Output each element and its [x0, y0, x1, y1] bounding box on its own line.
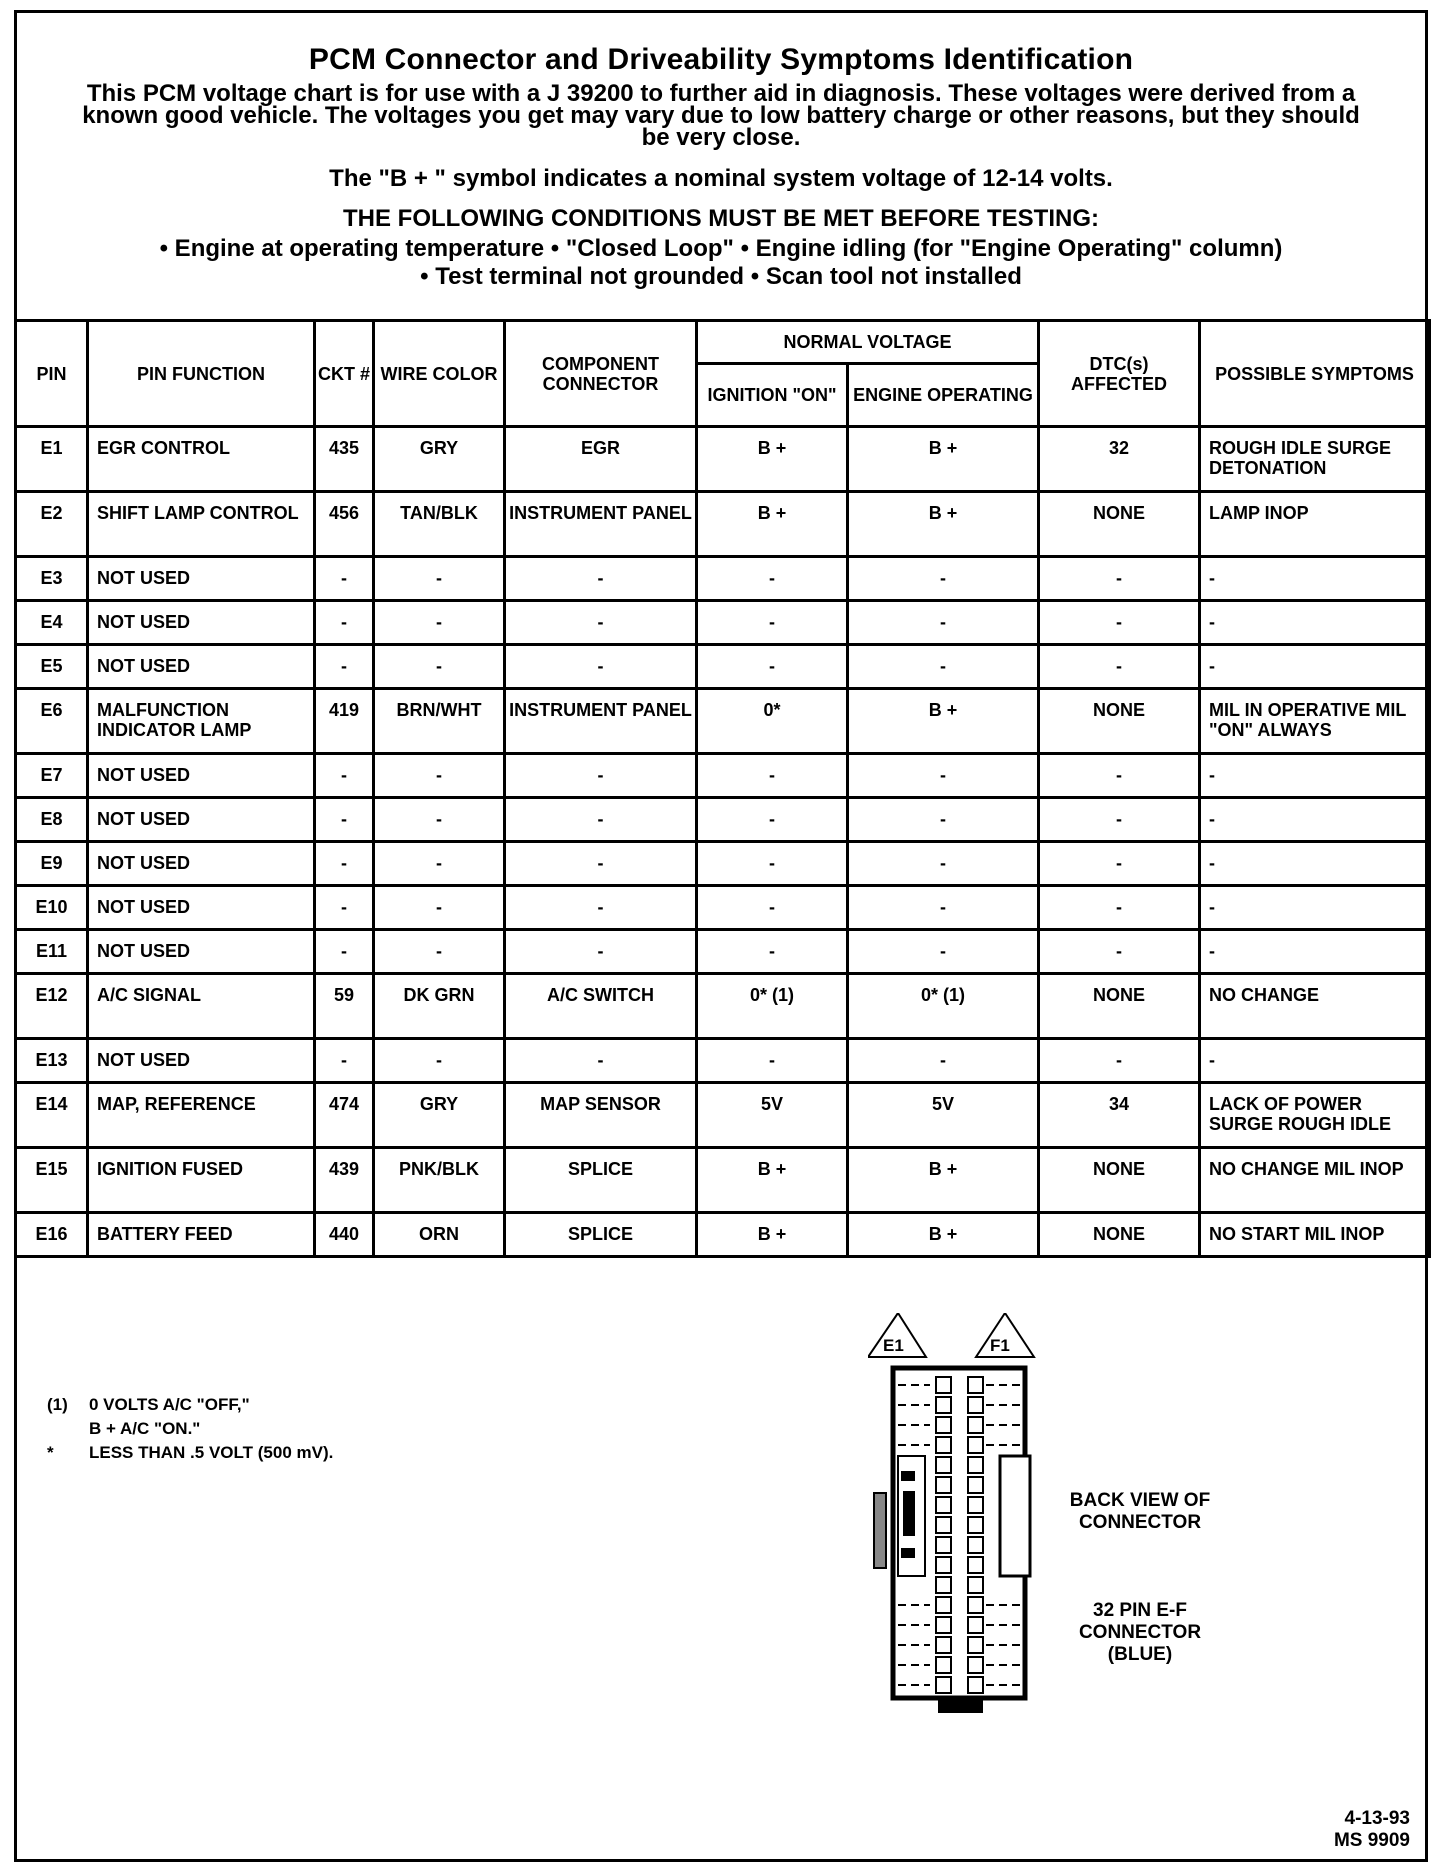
- cell-wire: GRY: [374, 1083, 505, 1148]
- pin-cavity: [936, 1657, 951, 1673]
- header-pin: PIN: [16, 321, 88, 427]
- cell-dtc: 34: [1039, 1083, 1200, 1148]
- cell-component: -: [505, 557, 697, 601]
- table-row: [16, 842, 1430, 886]
- pin-cavity: [968, 1537, 983, 1553]
- pin-cavity: [936, 1637, 951, 1653]
- cell-dtc: NONE: [1039, 492, 1200, 557]
- cell-symptoms: -: [1200, 930, 1430, 974]
- cell-eng: B +: [848, 1148, 1039, 1213]
- cell-wire: TAN/BLK: [374, 492, 505, 557]
- cell-ckt: -: [315, 754, 374, 798]
- conditions-line: • Test terminal not grounded • Scan tool not installed: [420, 263, 1022, 290]
- header-symptoms: POSSIBLE SYMPTOMS: [1200, 321, 1430, 427]
- cell-component: INSTRUMENT PANEL: [505, 689, 697, 754]
- cell-dtc: -: [1039, 1039, 1200, 1083]
- cell-wire: -: [374, 930, 505, 974]
- header-wire-color: WIRE COLOR: [374, 321, 505, 427]
- footnotes: [47, 1393, 333, 1465]
- cell-component: A/C SWITCH: [505, 974, 697, 1039]
- cell-eng: -: [848, 754, 1039, 798]
- cell-ign: -: [697, 645, 848, 689]
- cell-pin: E9: [16, 842, 88, 886]
- cell-symptoms: -: [1200, 798, 1430, 842]
- cell-function: BATTERY FEED: [88, 1213, 315, 1257]
- cell-ckt: -: [315, 557, 374, 601]
- cell-component: EGR: [505, 427, 697, 492]
- cell-wire: GRY: [374, 427, 505, 492]
- cell-ign: B +: [697, 1213, 848, 1257]
- pin-cavity: [936, 1577, 951, 1593]
- pin-cavity: [968, 1517, 983, 1533]
- cell-symptoms: NO CHANGE: [1200, 974, 1430, 1039]
- page-title: PCM Connector and Driveability Symptoms Identification: [308, 43, 1134, 76]
- cell-symptoms: -: [1200, 645, 1430, 689]
- cell-ign: -: [697, 842, 848, 886]
- document-date: 4-13-93: [1344, 1808, 1410, 1829]
- conditions-line: • Engine at operating temperature • "Closed Loop" • Engine idling (for "Engine Operating" column): [159, 235, 1283, 262]
- intro-text: This PCM voltage chart is for use with a J 39200 to further aid in diagnosis. These voltages were derived from a known good vehicle. The voltages you get may vary due to low battery charge or other reasons, but they should be very close.: [82, 80, 1360, 151]
- pin-cavity: [968, 1497, 983, 1513]
- cell-function: NOT USED: [88, 1039, 315, 1083]
- cell-dtc: NONE: [1039, 1213, 1200, 1257]
- connector-diagram: [868, 1313, 1068, 1723]
- cell-ckt: 456: [315, 492, 374, 557]
- cell-symptoms: MIL IN OPERATIVE MIL "ON" ALWAYS: [1200, 689, 1430, 754]
- pin-cavity: [936, 1397, 951, 1413]
- pin-cavity: [968, 1677, 983, 1693]
- cell-component: -: [505, 798, 697, 842]
- cell-dtc: NONE: [1039, 974, 1200, 1039]
- cell-ign: -: [697, 754, 848, 798]
- pin-cavity: [936, 1537, 951, 1553]
- cell-function: NOT USED: [88, 557, 315, 601]
- cell-pin: E13: [16, 1039, 88, 1083]
- cell-eng: -: [848, 645, 1039, 689]
- footnote-text: LESS THAN .5 VOLT (500 mV).: [89, 1443, 334, 1462]
- cell-eng: B +: [848, 689, 1039, 754]
- footnote-text: B + A/C "ON.": [89, 1419, 201, 1438]
- cell-eng: -: [848, 601, 1039, 645]
- pin-cavity: [936, 1477, 951, 1493]
- cell-pin: E5: [16, 645, 88, 689]
- cell-function: NOT USED: [88, 601, 315, 645]
- cell-wire: -: [374, 1039, 505, 1083]
- cell-pin: E14: [16, 1083, 88, 1148]
- cell-ign: 5V: [697, 1083, 848, 1148]
- cell-dtc: NONE: [1039, 689, 1200, 754]
- cell-ckt: -: [315, 645, 374, 689]
- cell-wire: DK GRN: [374, 974, 505, 1039]
- cell-eng: B +: [848, 492, 1039, 557]
- cell-ign: -: [697, 930, 848, 974]
- cell-eng: B +: [848, 427, 1039, 492]
- cell-ign: B +: [697, 492, 848, 557]
- table-row: [16, 1213, 1430, 1257]
- cell-ckt: 419: [315, 689, 374, 754]
- cell-wire: BRN/WHT: [374, 689, 505, 754]
- header-pin-function: PIN FUNCTION: [88, 321, 315, 427]
- pin-cavity: [968, 1637, 983, 1653]
- cell-pin: E16: [16, 1213, 88, 1257]
- footnote-mark: (1): [47, 1395, 68, 1414]
- cell-symptoms: -: [1200, 1039, 1430, 1083]
- pin-cavity: [968, 1457, 983, 1473]
- footnote-text: 0 VOLTS A/C "OFF,": [89, 1395, 250, 1414]
- header-normal-voltage: NORMAL VOLTAGE: [697, 321, 1039, 364]
- cell-ckt: 474: [315, 1083, 374, 1148]
- document-date-id: [1334, 1808, 1410, 1852]
- pin-cavity: [936, 1377, 951, 1393]
- cell-symptoms: -: [1200, 557, 1430, 601]
- cell-pin: E7: [16, 754, 88, 798]
- cell-eng: -: [848, 798, 1039, 842]
- cell-wire: -: [374, 557, 505, 601]
- table-row: [16, 798, 1430, 842]
- cell-component: -: [505, 754, 697, 798]
- cell-function: MAP, REFERENCE: [88, 1083, 315, 1148]
- pin-cavity: [968, 1397, 983, 1413]
- conditions-heading: THE FOLLOWING CONDITIONS MUST BE MET BEFORE TESTING:: [343, 205, 1099, 232]
- cell-component: -: [505, 645, 697, 689]
- footnote-mark: [47, 1417, 89, 1441]
- cell-pin: E12: [16, 974, 88, 1039]
- header-dtc: DTC(s) AFFECTED: [1039, 321, 1200, 427]
- cell-symptoms: -: [1200, 886, 1430, 930]
- cell-wire: -: [374, 842, 505, 886]
- cell-ckt: -: [315, 1039, 374, 1083]
- cell-pin: E10: [16, 886, 88, 930]
- table-row: [16, 689, 1430, 754]
- header-engine-operating: ENGINE OPERATING: [848, 364, 1039, 427]
- cell-wire: -: [374, 754, 505, 798]
- cell-wire: PNK/BLK: [374, 1148, 505, 1213]
- cell-symptoms: -: [1200, 754, 1430, 798]
- cell-pin: E6: [16, 689, 88, 754]
- table-row: [16, 886, 1430, 930]
- cell-eng: -: [848, 842, 1039, 886]
- cell-ckt: 440: [315, 1213, 374, 1257]
- cell-symptoms: ROUGH IDLE SURGE DETONATION: [1200, 427, 1430, 492]
- table-row: [16, 601, 1430, 645]
- cell-function: NOT USED: [88, 842, 315, 886]
- connector-view-label: BACK VIEW OF CONNECTOR: [1069, 1490, 1211, 1533]
- cell-ign: B +: [697, 427, 848, 492]
- cell-ign: -: [697, 886, 848, 930]
- cell-component: MAP SENSOR: [505, 1083, 697, 1148]
- cell-function: NOT USED: [88, 930, 315, 974]
- cell-component: INSTRUMENT PANEL: [505, 492, 697, 557]
- cell-function: NOT USED: [88, 754, 315, 798]
- table-row: [16, 427, 1430, 492]
- e1-label: E1: [883, 1336, 904, 1355]
- cell-symptoms: LAMP INOP: [1200, 492, 1430, 557]
- cell-pin: E3: [16, 557, 88, 601]
- pin-cavity: [968, 1597, 983, 1613]
- cell-component: SPLICE: [505, 1148, 697, 1213]
- cell-ckt: -: [315, 842, 374, 886]
- cell-dtc: NONE: [1039, 1148, 1200, 1213]
- cell-wire: -: [374, 886, 505, 930]
- cell-dtc: -: [1039, 557, 1200, 601]
- table-row: [16, 754, 1430, 798]
- table-row: [16, 1083, 1430, 1148]
- cell-pin: E4: [16, 601, 88, 645]
- cell-function: SHIFT LAMP CONTROL: [88, 492, 315, 557]
- pin-cavity: [968, 1477, 983, 1493]
- cell-dtc: -: [1039, 842, 1200, 886]
- cell-eng: B +: [848, 1213, 1039, 1257]
- pin-cavity: [968, 1377, 983, 1393]
- table-row: [16, 1039, 1430, 1083]
- table-row: [16, 974, 1430, 1039]
- cell-ckt: 435: [315, 427, 374, 492]
- pin-cavity: [936, 1617, 951, 1633]
- footnote: [47, 1393, 333, 1417]
- cell-dtc: -: [1039, 886, 1200, 930]
- cell-component: -: [505, 842, 697, 886]
- cell-function: EGR CONTROL: [88, 427, 315, 492]
- cell-dtc: -: [1039, 930, 1200, 974]
- cell-eng: 5V: [848, 1083, 1039, 1148]
- cell-wire: -: [374, 601, 505, 645]
- cell-ign: 0* (1): [697, 974, 848, 1039]
- cell-pin: E2: [16, 492, 88, 557]
- pin-cavity: [936, 1557, 951, 1573]
- cell-ign: -: [697, 557, 848, 601]
- cell-eng: -: [848, 886, 1039, 930]
- cell-wire: -: [374, 798, 505, 842]
- cell-dtc: -: [1039, 754, 1200, 798]
- pin-cavity: [968, 1437, 983, 1453]
- connector-type-label: 32 PIN E-F CONNECTOR (BLUE): [1078, 1600, 1202, 1665]
- cell-ckt: -: [315, 930, 374, 974]
- pin-cavity: [968, 1417, 983, 1433]
- cell-function: NOT USED: [88, 645, 315, 689]
- cell-dtc: -: [1039, 798, 1200, 842]
- f1-label: F1: [990, 1336, 1010, 1355]
- cell-dtc: -: [1039, 601, 1200, 645]
- cell-pin: E1: [16, 427, 88, 492]
- table-row: [16, 930, 1430, 974]
- cell-pin: E11: [16, 930, 88, 974]
- table-row: [16, 492, 1430, 557]
- cell-symptoms: -: [1200, 842, 1430, 886]
- cell-component: SPLICE: [505, 1213, 697, 1257]
- pin-cavity: [936, 1517, 951, 1533]
- bplus-note: The "B + " symbol indicates a nominal system voltage of 12-14 volts.: [329, 165, 1113, 192]
- cell-component: -: [505, 930, 697, 974]
- cell-symptoms: -: [1200, 601, 1430, 645]
- header-ignition-on: IGNITION "ON": [697, 364, 848, 427]
- pin-cavity: [968, 1557, 983, 1573]
- cell-pin: E15: [16, 1148, 88, 1213]
- cell-component: -: [505, 1039, 697, 1083]
- footnote-mark: *: [47, 1443, 54, 1462]
- footnote: [47, 1417, 333, 1441]
- cell-ign: -: [697, 798, 848, 842]
- cell-ckt: -: [315, 601, 374, 645]
- table-row: [16, 557, 1430, 601]
- cell-dtc: -: [1039, 645, 1200, 689]
- cell-symptoms: NO START MIL INOP: [1200, 1213, 1430, 1257]
- cell-ckt: 439: [315, 1148, 374, 1213]
- document-frame: [14, 10, 1428, 1862]
- cell-function: A/C SIGNAL: [88, 974, 315, 1039]
- pin-cavity: [968, 1577, 983, 1593]
- cell-eng: -: [848, 930, 1039, 974]
- pin-cavity: [936, 1497, 951, 1513]
- cell-eng: -: [848, 1039, 1039, 1083]
- cell-ckt: -: [315, 798, 374, 842]
- pin-cavity: [936, 1597, 951, 1613]
- table-row: [16, 645, 1430, 689]
- cell-function: IGNITION FUSED: [88, 1148, 315, 1213]
- document-header: [17, 13, 1425, 319]
- footnote: [47, 1441, 333, 1465]
- cell-symptoms: LACK OF POWER SURGE ROUGH IDLE: [1200, 1083, 1430, 1148]
- cell-ckt: 59: [315, 974, 374, 1039]
- cell-function: NOT USED: [88, 798, 315, 842]
- header-component: COMPONENT CONNECTOR: [505, 321, 697, 427]
- cell-ign: -: [697, 1039, 848, 1083]
- cell-component: -: [505, 886, 697, 930]
- cell-ign: B +: [697, 1148, 848, 1213]
- cell-wire: ORN: [374, 1213, 505, 1257]
- cell-function: NOT USED: [88, 886, 315, 930]
- cell-ckt: -: [315, 886, 374, 930]
- cell-eng: -: [848, 557, 1039, 601]
- cell-ign: 0*: [697, 689, 848, 754]
- table-row: [16, 1148, 1430, 1213]
- cell-component: -: [505, 601, 697, 645]
- cell-eng: 0* (1): [848, 974, 1039, 1039]
- header-ckt: CKT #: [315, 321, 374, 427]
- pin-cavity: [936, 1417, 951, 1433]
- pin-cavity: [968, 1657, 983, 1673]
- cell-pin: E8: [16, 798, 88, 842]
- cell-function: MALFUNCTION INDICATOR LAMP: [88, 689, 315, 754]
- cell-symptoms: NO CHANGE MIL INOP: [1200, 1148, 1430, 1213]
- pin-cavity: [936, 1437, 951, 1453]
- document-id: MS 9909: [1333, 1830, 1410, 1851]
- pin-cavity: [936, 1677, 951, 1693]
- pin-cavity: [968, 1617, 983, 1633]
- cell-wire: -: [374, 645, 505, 689]
- pin-voltage-table: [14, 319, 1431, 1258]
- cell-dtc: 32: [1039, 427, 1200, 492]
- pin-cavity: [936, 1457, 951, 1473]
- cell-ign: -: [697, 601, 848, 645]
